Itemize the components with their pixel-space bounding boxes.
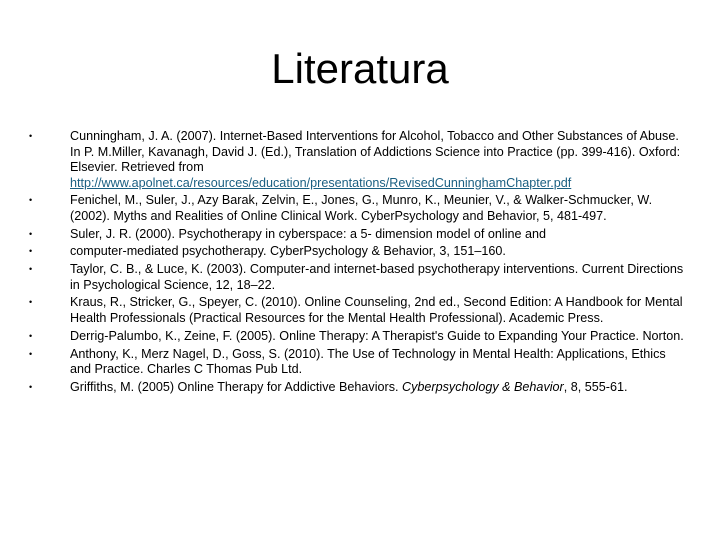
reference-text: Suler, J. R. (2000). Psychotherapy in cyberspace: a 5- dimension model of online and xyxy=(70,226,547,241)
reference-text: Taylor, C. B., & Luce, K. (2003). Computer-and internet-based psychotherapy interventions. Current Directions in Psychological Science, 12, 18–22. xyxy=(70,262,684,292)
bullet-icon: • xyxy=(29,297,33,308)
bullet-icon: • xyxy=(29,348,33,359)
reference-text: Derrig-Palumbo, K., Zeine, F. (2005). Online Therapy: A Therapist's Guide to Expanding Your Practice. Norton. xyxy=(70,328,684,343)
bullet-icon: • xyxy=(29,228,33,239)
bullet-icon: • xyxy=(29,381,33,392)
reference-text: Cunningham, J. A. (2007). Internet-Based Interventions for Alcohol, Tobacco and Other Substances of Abuse. In P. M.Miller, Kavanagh, David J. (Ed.), Translation of Addictions Science into Practice (pp. 399-416). Oxford: Elsevier. Retrieved from xyxy=(70,129,681,174)
bullet-icon: • xyxy=(29,195,33,206)
reference-item-8 xyxy=(26,347,686,378)
bullet-icon: • xyxy=(29,330,33,341)
reference-item-4 xyxy=(26,244,686,260)
reference-text: Griffiths, M. (2005) Online Therapy for Addictive Behaviors. xyxy=(70,379,403,394)
reference-item-7 xyxy=(26,329,686,345)
reference-text: Kraus, R., Stricker, G., Speyer, C. (2010). Online Counseling, 2nd ed., Second Edition: A Handbook for Mental Health Professionals (Practical Resources for the Mental Health Professional). Academic Press. xyxy=(70,295,683,325)
reference-text: Fenichel, M., Suler, J., Azy Barak, Zelvin, E., Jones, G., Munro, K., Meunier, V., & Walker-Schmucker, W. (2002). Myths and Realities of Online Clinical Work. CyberPsychology and Behavior, 5, 481-497. xyxy=(70,193,653,223)
reference-item-1 xyxy=(26,129,686,191)
bullet-icon: • xyxy=(29,131,33,141)
reference-text: computer-mediated psychotherapy. CyberPsychology & Behavior, 3, 151–160. xyxy=(70,244,506,259)
reference-list xyxy=(26,129,686,398)
reference-item-2 xyxy=(26,193,686,224)
reference-text: Anthony, K., Merz Nagel, D., Goss, S. (2010). The Use of Technology in Mental Health: Applications, Ethics and Practice. Charles C Thomas Pub Ltd. xyxy=(70,346,666,377)
slide-title: Literatura xyxy=(271,45,449,92)
reference-link[interactable]: http://www.apolnet.ca/resources/education/presentations/RevisedCunninghamChapter.pdf xyxy=(70,175,572,190)
reference-text-tail: , 8, 555-61. xyxy=(563,379,628,394)
reference-journal: Cyberpsychology & Behavior xyxy=(402,379,564,394)
bullet-icon: • xyxy=(29,264,33,275)
reference-item-3 xyxy=(26,227,686,243)
reference-item-6 xyxy=(26,295,686,326)
bullet-icon: • xyxy=(29,246,33,257)
reference-item-9 xyxy=(26,380,686,396)
reference-item-5 xyxy=(26,262,686,293)
